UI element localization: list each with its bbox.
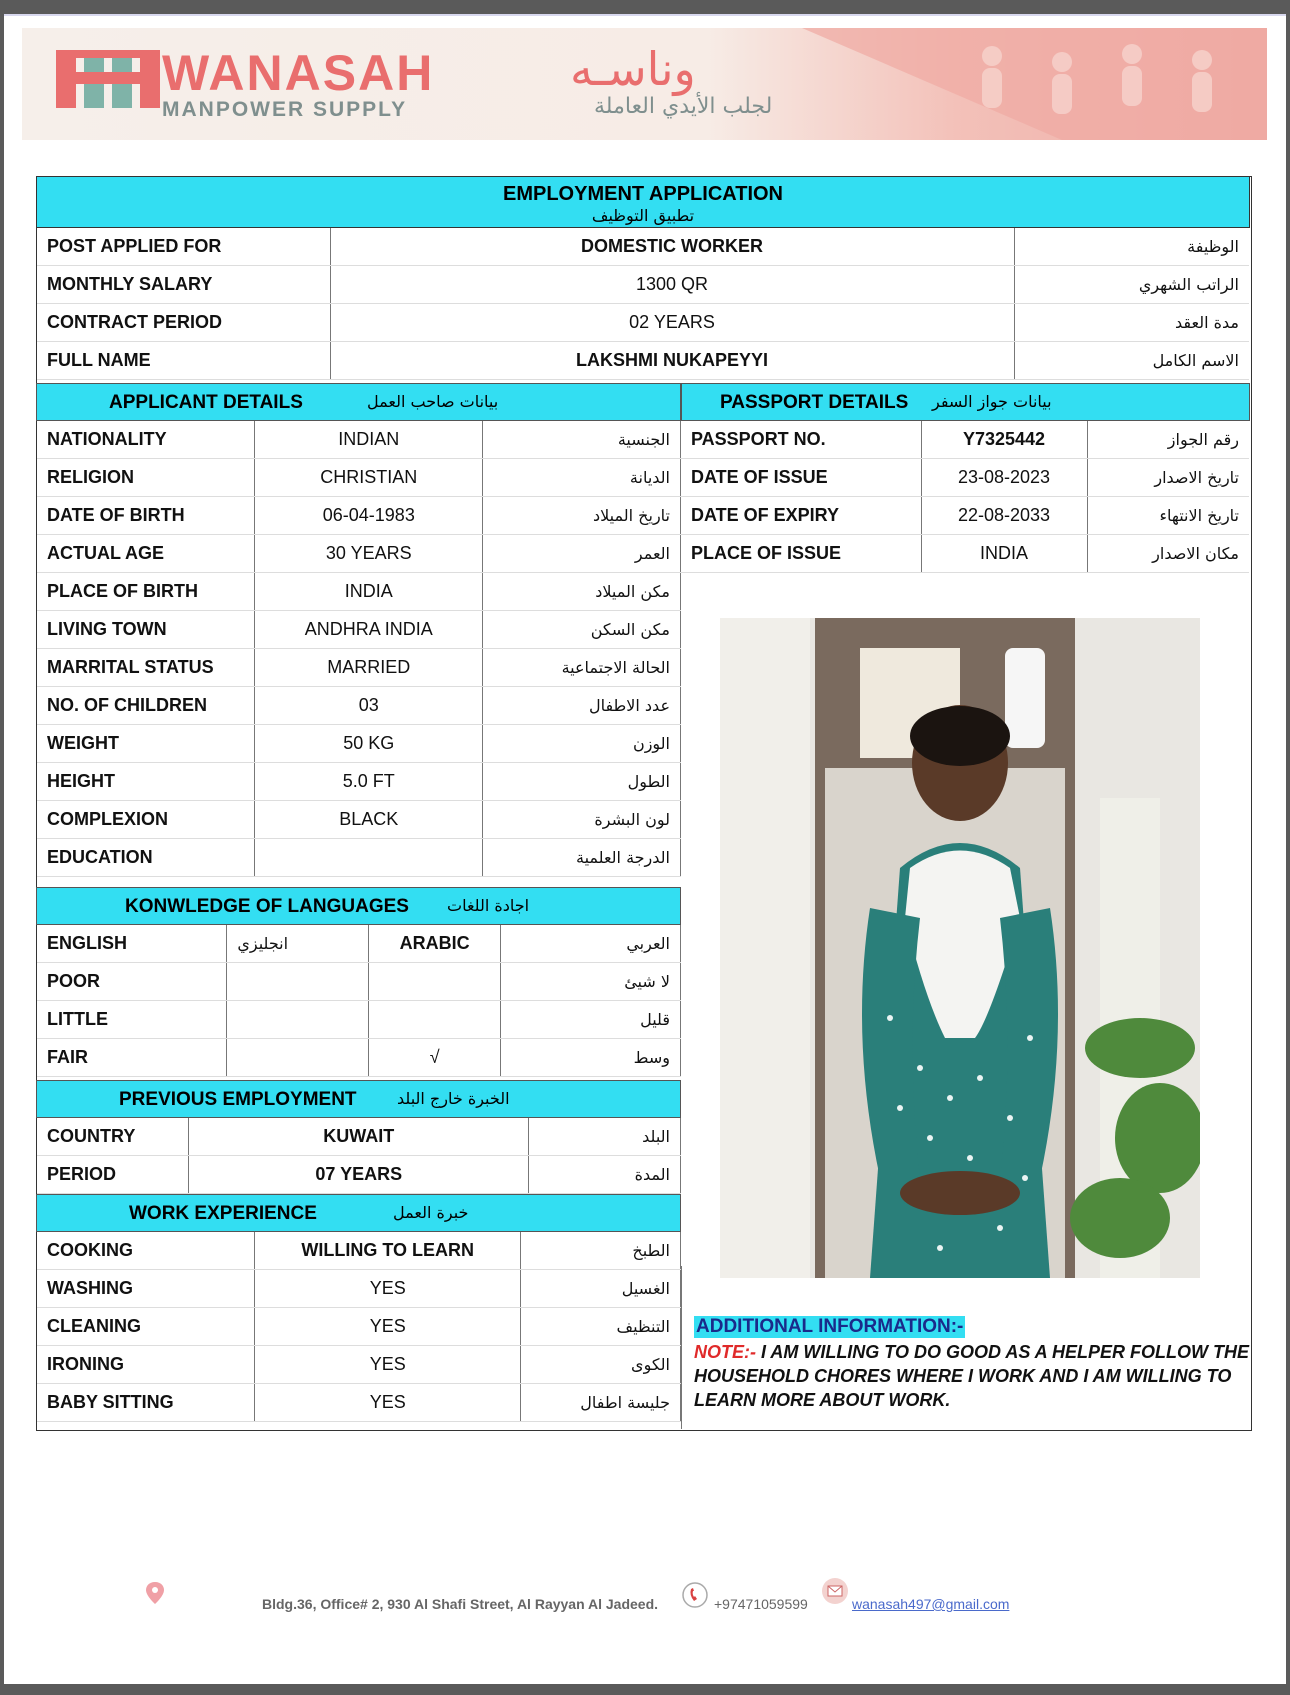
footer-email-link[interactable]: wanasah497@gmail.com: [852, 1596, 1010, 1612]
languages-title-arabic: اجادة اللغات: [447, 896, 530, 915]
applicant-row: [37, 763, 681, 801]
field-label-arabic: الاسم الكامل: [1014, 342, 1249, 380]
english-level-mark: [227, 1001, 369, 1039]
previous-employment-table: [37, 1118, 681, 1194]
work-experience-title: WORK EXPERIENCE: [129, 1203, 317, 1224]
footer: [0, 1582, 1290, 1622]
field-label: POST APPLIED FOR: [37, 228, 330, 266]
language-header-row: [37, 925, 681, 963]
field-value: CHRISTIAN: [255, 459, 483, 497]
previous-employment-row: [37, 1156, 681, 1194]
work-experience-row: [37, 1308, 681, 1346]
field-label: BABY SITTING: [37, 1384, 255, 1422]
field-label-arabic: البلد: [529, 1118, 681, 1156]
applicant-row: [37, 535, 681, 573]
field-label-arabic: الراتب الشهري: [1014, 266, 1249, 304]
field-label: EDUCATION: [37, 839, 255, 877]
field-value: YES: [255, 1270, 521, 1308]
field-label-arabic: الغسيل: [521, 1270, 681, 1308]
form-title-bar: [36, 176, 1250, 228]
passport-row: [681, 421, 1249, 459]
field-label-arabic: رقم الجواز: [1087, 421, 1249, 459]
field-label: RELIGION: [37, 459, 255, 497]
applicant-row: [37, 459, 681, 497]
language-level-row: [37, 1001, 681, 1039]
field-label: DATE OF EXPIRY: [681, 497, 921, 535]
field-label-arabic: الطبخ: [521, 1232, 681, 1270]
field-value: 23-08-2023: [921, 459, 1087, 497]
arabic-level-mark: [369, 1001, 501, 1039]
field-label: PASSPORT NO.: [681, 421, 921, 459]
arabic-level-mark: √: [369, 1039, 501, 1077]
applicant-row: [37, 649, 681, 687]
level-label: POOR: [37, 963, 227, 1001]
field-value: 22-08-2033: [921, 497, 1087, 535]
field-value: YES: [255, 1346, 521, 1384]
location-pin-icon: [146, 1582, 164, 1604]
field-value: KUWAIT: [189, 1118, 529, 1156]
languages-title: KONWLEDGE OF LANGUAGES: [125, 896, 409, 917]
field-value: MARRIED: [255, 649, 483, 687]
form-row: [37, 266, 1249, 304]
applicant-details-header: [36, 383, 681, 421]
language-level-row: [37, 963, 681, 1001]
previous-employment-title-arabic: الخبرة خارج البلد: [397, 1089, 510, 1108]
arabic-level-mark: [369, 963, 501, 1001]
field-value: 07 YEARS: [189, 1156, 529, 1194]
languages-table: [37, 925, 681, 1077]
language-arabic-label: ARABIC: [369, 925, 501, 963]
form-row: [37, 228, 1249, 266]
field-label: PLACE OF ISSUE: [681, 535, 921, 573]
field-label: HEIGHT: [37, 763, 255, 801]
passport-details-table: [681, 421, 1249, 573]
applicant-row: [37, 421, 681, 459]
language-english-label-arabic: انجليزي: [227, 925, 369, 963]
work-experience-row: [37, 1232, 681, 1270]
note-text: I AM WILLING TO DO GOOD AS A HELPER FOLLOW THE HOUSEHOLD CHORES WHERE I WORK AND I AM WILLING TO LEARN MORE ABOUT WORK.: [694, 1342, 1249, 1410]
form-title-arabic: تطبيق التوظيف: [591, 206, 695, 225]
field-label-arabic: جليسة اطفال: [521, 1384, 681, 1422]
field-label: IRONING: [37, 1346, 255, 1384]
field-label-arabic: الديانة: [483, 459, 681, 497]
field-value: Y7325442: [921, 421, 1087, 459]
applicant-row: [37, 801, 681, 839]
field-label: ACTUAL AGE: [37, 535, 255, 573]
field-label: FULL NAME: [37, 342, 330, 380]
work-experience-row: [37, 1384, 681, 1422]
form-title: EMPLOYMENT APPLICATION: [503, 183, 783, 205]
field-label: CLEANING: [37, 1308, 255, 1346]
work-experience-header: [36, 1194, 681, 1232]
language-level-row: [37, 1039, 681, 1077]
field-value: INDIA: [255, 573, 483, 611]
applicant-row: [37, 573, 681, 611]
field-value: YES: [255, 1384, 521, 1422]
form-row: [37, 304, 1249, 342]
applicant-details-title-arabic: بيانات صاحب العمل: [367, 392, 499, 411]
passport-row: [681, 497, 1249, 535]
field-label-arabic: الحالة الاجتماعية: [483, 649, 681, 687]
field-label-arabic: مكن السكن: [483, 611, 681, 649]
field-value: 03: [255, 687, 483, 725]
level-label: LITTLE: [37, 1001, 227, 1039]
level-label-arabic: قليل: [501, 1001, 681, 1039]
field-value: 30 YEARS: [255, 535, 483, 573]
field-label-arabic: الوظيفة: [1014, 228, 1249, 266]
field-label: WASHING: [37, 1270, 255, 1308]
field-label: PERIOD: [37, 1156, 189, 1194]
field-label: CONTRACT PERIOD: [37, 304, 330, 342]
field-value: YES: [255, 1308, 521, 1346]
level-label-arabic: وسط: [501, 1039, 681, 1077]
field-label: NO. OF CHILDREN: [37, 687, 255, 725]
level-label-arabic: لا شيئ: [501, 963, 681, 1001]
field-label-arabic: العمر: [483, 535, 681, 573]
applicant-row: [37, 611, 681, 649]
applicant-details-title: APPLICANT DETAILS: [109, 392, 303, 413]
english-level-mark: [227, 963, 369, 1001]
passport-details-title: PASSPORT DETAILS: [720, 392, 909, 413]
work-experience-table: [37, 1232, 681, 1422]
field-label-arabic: الطول: [483, 763, 681, 801]
field-label: MARRITAL STATUS: [37, 649, 255, 687]
field-label: LIVING TOWN: [37, 611, 255, 649]
brand-name: WANASAH: [162, 45, 435, 101]
field-label-arabic: الوزن: [483, 725, 681, 763]
top-info-table: [37, 228, 1249, 380]
field-label-arabic: مكن الميلاد: [483, 573, 681, 611]
field-label-arabic: تاريخ الاصدار: [1087, 459, 1249, 497]
applicant-details-table: [37, 421, 681, 877]
field-label-arabic: الجنسية: [483, 421, 681, 459]
previous-employment-title: PREVIOUS EMPLOYMENT: [119, 1089, 357, 1110]
field-label-arabic: لون البشرة: [483, 801, 681, 839]
work-experience-row: [37, 1346, 681, 1384]
field-label: NATIONALITY: [37, 421, 255, 459]
brand-subtitle-arabic: لجلب الأيدي العاملة: [594, 94, 773, 119]
work-experience-row: [37, 1270, 681, 1308]
level-label: FAIR: [37, 1039, 227, 1077]
field-value: DOMESTIC WORKER: [330, 228, 1014, 266]
work-experience-title-arabic: خبرة العمل: [393, 1203, 469, 1222]
language-english-label: ENGLISH: [37, 925, 227, 963]
applicant-row: [37, 497, 681, 535]
field-label: COUNTRY: [37, 1118, 189, 1156]
footer-phone: +97471059599: [714, 1596, 808, 1612]
email-icon: [820, 1576, 850, 1606]
previous-employment-header: [36, 1080, 681, 1118]
field-label: COMPLEXION: [37, 801, 255, 839]
passport-details-title-arabic: بيانات جواز السفر: [932, 392, 1052, 411]
field-label-arabic: المدة: [529, 1156, 681, 1194]
field-value: INDIAN: [255, 421, 483, 459]
field-label-arabic: التنظيف: [521, 1308, 681, 1346]
field-value: BLACK: [255, 801, 483, 839]
field-value: 50 KG: [255, 725, 483, 763]
applicant-photo: [720, 618, 1200, 1278]
field-label-arabic: مكان الاصدار: [1087, 535, 1249, 573]
brand-name-arabic: وناسـه: [570, 42, 696, 96]
field-value: 1300 QR: [330, 266, 1014, 304]
decorative-figures-graphic: [802, 28, 1267, 140]
field-label-arabic: تاريخ الانتهاء: [1087, 497, 1249, 535]
passport-details-header: [681, 383, 1250, 421]
language-arabic-label-arabic: العربي: [501, 925, 681, 963]
field-value: WILLING TO LEARN: [255, 1232, 521, 1270]
footer-address: Bldg.36, Office# 2, 930 Al Shafi Street, Al Rayyan Al Jadeed.: [262, 1596, 659, 1612]
field-label: COOKING: [37, 1232, 255, 1270]
field-value: 02 YEARS: [330, 304, 1014, 342]
phone-icon: [682, 1582, 708, 1608]
field-label-arabic: الكوى: [521, 1346, 681, 1384]
passport-row: [681, 535, 1249, 573]
brand-subtitle: MANPOWER SUPPLY: [162, 98, 408, 121]
field-label-arabic: الدرجة العلمية: [483, 839, 681, 877]
field-label-arabic: عدد الاطفال: [483, 687, 681, 725]
company-logo-icon: [56, 50, 160, 108]
previous-employment-row: [37, 1118, 681, 1156]
form-row: [37, 342, 1249, 380]
field-value: LAKSHMI NUKAPEYYI: [330, 342, 1014, 380]
field-label: DATE OF ISSUE: [681, 459, 921, 497]
field-label: PLACE OF BIRTH: [37, 573, 255, 611]
company-banner: [22, 28, 1267, 140]
field-label: MONTHLY SALARY: [37, 266, 330, 304]
field-label: DATE OF BIRTH: [37, 497, 255, 535]
field-value: ANDHRA INDIA: [255, 611, 483, 649]
field-label-arabic: تاريخ الميلاد: [483, 497, 681, 535]
field-value: 5.0 FT: [255, 763, 483, 801]
additional-information: [694, 1316, 1249, 1412]
field-label-arabic: مدة العقد: [1014, 304, 1249, 342]
field-value: [255, 839, 483, 877]
field-value: 06-04-1983: [255, 497, 483, 535]
applicant-row: [37, 839, 681, 877]
field-value: INDIA: [921, 535, 1087, 573]
passport-row: [681, 459, 1249, 497]
additional-information-title: ADDITIONAL INFORMATION:-: [696, 1316, 964, 1337]
note-label: NOTE:-: [694, 1342, 756, 1362]
languages-header: [36, 887, 681, 925]
field-label: WEIGHT: [37, 725, 255, 763]
applicant-row: [37, 687, 681, 725]
applicant-row: [37, 725, 681, 763]
column-divider: [681, 1266, 682, 1429]
note-text-block: [694, 1340, 1249, 1412]
english-level-mark: [227, 1039, 369, 1077]
